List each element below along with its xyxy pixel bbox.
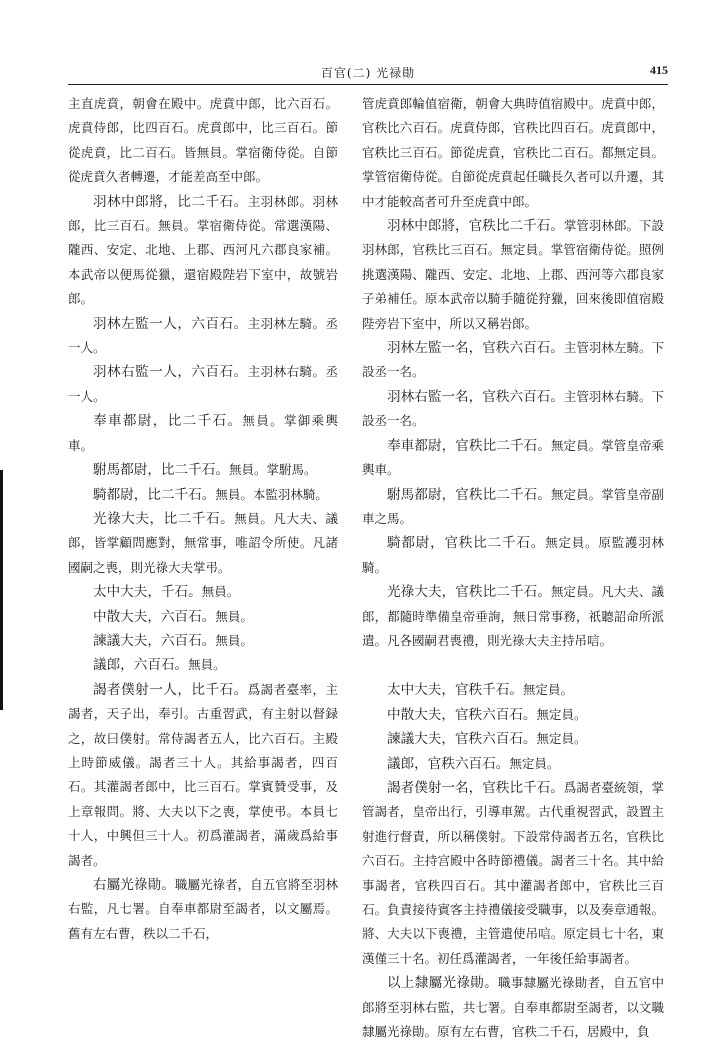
paragraph: 議郎，官秩六百石。無定員。 — [387, 755, 560, 772]
paragraph: 羽林左監一人，六百石。主羽林左騎。丞一人。 — [68, 315, 338, 356]
paragraph: 駙馬都尉，比二千石。無員。掌駙馬。 — [93, 462, 317, 479]
paragraph: 諫議大夫，六百石。無員。 — [93, 632, 253, 649]
paragraph: 奉車都尉，官秩比二千石。無定員。掌管皇帝乘輿車。 — [362, 437, 664, 478]
paragraph: 太中大夫，官秩千石。無定員。 — [387, 682, 573, 699]
paragraph: 太中大夫，千石。無員。 — [93, 584, 240, 601]
paragraph: 謁者僕射一人，比千石。爲謁者臺率，主謁者，天子出，奉引。古重習武，有主射以督録之，故曰僕射。常侍謁者五人，比六百石。主殿上時節威儀。謁者三十人。其給事謁者，四百石。其灌謁者郎中，比三百石。掌賓贊受事，及上章報問。將、大夫以下之喪，掌使弔。本員七十人，中興但三十人。初爲灌謁者，滿歲爲給事謁者。 — [68, 681, 338, 868]
paragraph: 騎都尉，比二千石。無員。本監羽林騎。 — [93, 486, 328, 503]
paragraph: 諫議大夫，官秩六百石。無定員。 — [387, 731, 587, 748]
running-header — [68, 58, 668, 82]
paragraph: 羽林右監一人，六百石。主羽林右騎。丞一人。 — [68, 364, 338, 404]
paragraph: 中散大夫，官秩六百石。無定員。 — [387, 706, 587, 723]
paragraph: 羽林中郎將，官秩比二千石。掌管羽林郎。下設羽林郎，官秩比三百石。無定員。掌管宿衛侍從。照例挑選漢陽、隴西、安定、北地、上郡、西河等六郡良家子弟補任。原本武帝以騎手隨從狩獵，回來後即值宿殿陛旁岩下室中，所以又稱岩郎。 — [362, 218, 664, 331]
translation-text-column — [362, 92, 664, 1044]
paragraph: 羽林中郎將，比二千石。主羽林郎。羽林郎，比三百石。無員。掌宿衛侍從。常選漢陽、隴西、安定、北地、上郡、西河凡六郡良家補。本武帝以便馬從獵，還宿殿陛岩下室中，故號岩郎。 — [68, 193, 338, 307]
header-rule — [68, 84, 668, 85]
paragraph: 光祿大夫，比二千石。無員。凡大夫、議郎，皆掌顧問應對，無常事，唯詔令所使。凡諸國嗣之喪，則光祿大夫掌弔。 — [68, 510, 338, 575]
paragraph: 主直虎賁，朝會在殿中。虎賁中郎，比六百石。虎賁侍郎，比四百石。虎賁郎中，比三百石。節從虎賁，比二百石。皆無員。掌宿衛侍從。自節從虎賁久者轉遷，才能差高至中郎。 — [68, 96, 338, 185]
paragraph: 議郎，六百石。無員。 — [93, 657, 226, 674]
header-title: 百官(二) 光禄勛 — [320, 66, 416, 80]
paragraph: 騎都尉，官秩比二千石。無定員。原監護羽林騎。 — [362, 535, 664, 575]
page-number: 415 — [650, 63, 668, 77]
paragraph: 以上隸屬光祿勛。職事隸屬光祿勛者，自五官中郎將至羽林右監，共七署。自奉車都尉至謁者，以文職隸屬光祿勛。原有左右曹，官秩二千石，居殿中，負 — [362, 975, 664, 1040]
paragraph: 羽林右監一名，官秩六百石。主管羽林右騎。下設丞一名。 — [362, 388, 664, 429]
paragraph: 奉車都尉，比二千石。無員。掌御乘輿車。 — [68, 413, 338, 453]
scan-edge-mark — [0, 470, 3, 710]
paragraph: 右屬光祿勛。職屬光祿者，自五官將至羽林右監，凡七署。自奉車都尉至謁者，以文屬焉。舊有左右曹，秩以二千石， — [68, 877, 338, 941]
paragraph-gap — [362, 653, 664, 678]
paragraph: 光祿大夫，官秩比二千石。無定員。凡大夫、議郎，都隨時準備皇帝垂詢，無日常事務，祇聽詔命所派遣。凡各國嗣君喪禮，則光祿大夫主持吊唁。 — [362, 584, 664, 648]
classical-text-column — [68, 92, 338, 946]
paragraph: 羽林左監一名，官秩六百石。主管羽林左騎。下設丞一名。 — [362, 340, 664, 380]
paragraph: 駙馬都尉，官秩比二千石。無定員。掌管皇帝副車之馬。 — [362, 486, 664, 526]
paragraph: 謁者僕射一名，官秩比千石。爲謁者臺統領，掌管謁者，皇帝出行，引導車駕。古代重視習武，設置主射進行督責，所以稱僕射。下設常侍謁者五名，官秩比六百石。主持宫殿中各時節禮儀。謁者三十名。其中給事謁者，官秩四百石。其中灌謁者郎中，官秩比三百石。負責接待賓客主持禮儀接受職事，以及奏章通報。將、大夫以下喪禮，主管遣使吊唁。原定員七十名，東漢僅三十名。初任爲灌謁者，一年後任給事謁者。 — [362, 779, 664, 966]
paragraph: 中散大夫，六百石。無員。 — [93, 608, 253, 625]
paragraph: 管虎賁郎輪值宿衛，朝會大典時值宿殿中。虎賁中郎，官秩比六百石。虎賁侍郎，官秩比四百石。虎賁郎中，官秩比三百石。節從虎賁，官秩比二百石。都無定員。掌管宿衛侍從。自節從虎賁起任職長久者可以升遷，其中才能較高者可升至虎賁中郎。 — [362, 96, 664, 209]
